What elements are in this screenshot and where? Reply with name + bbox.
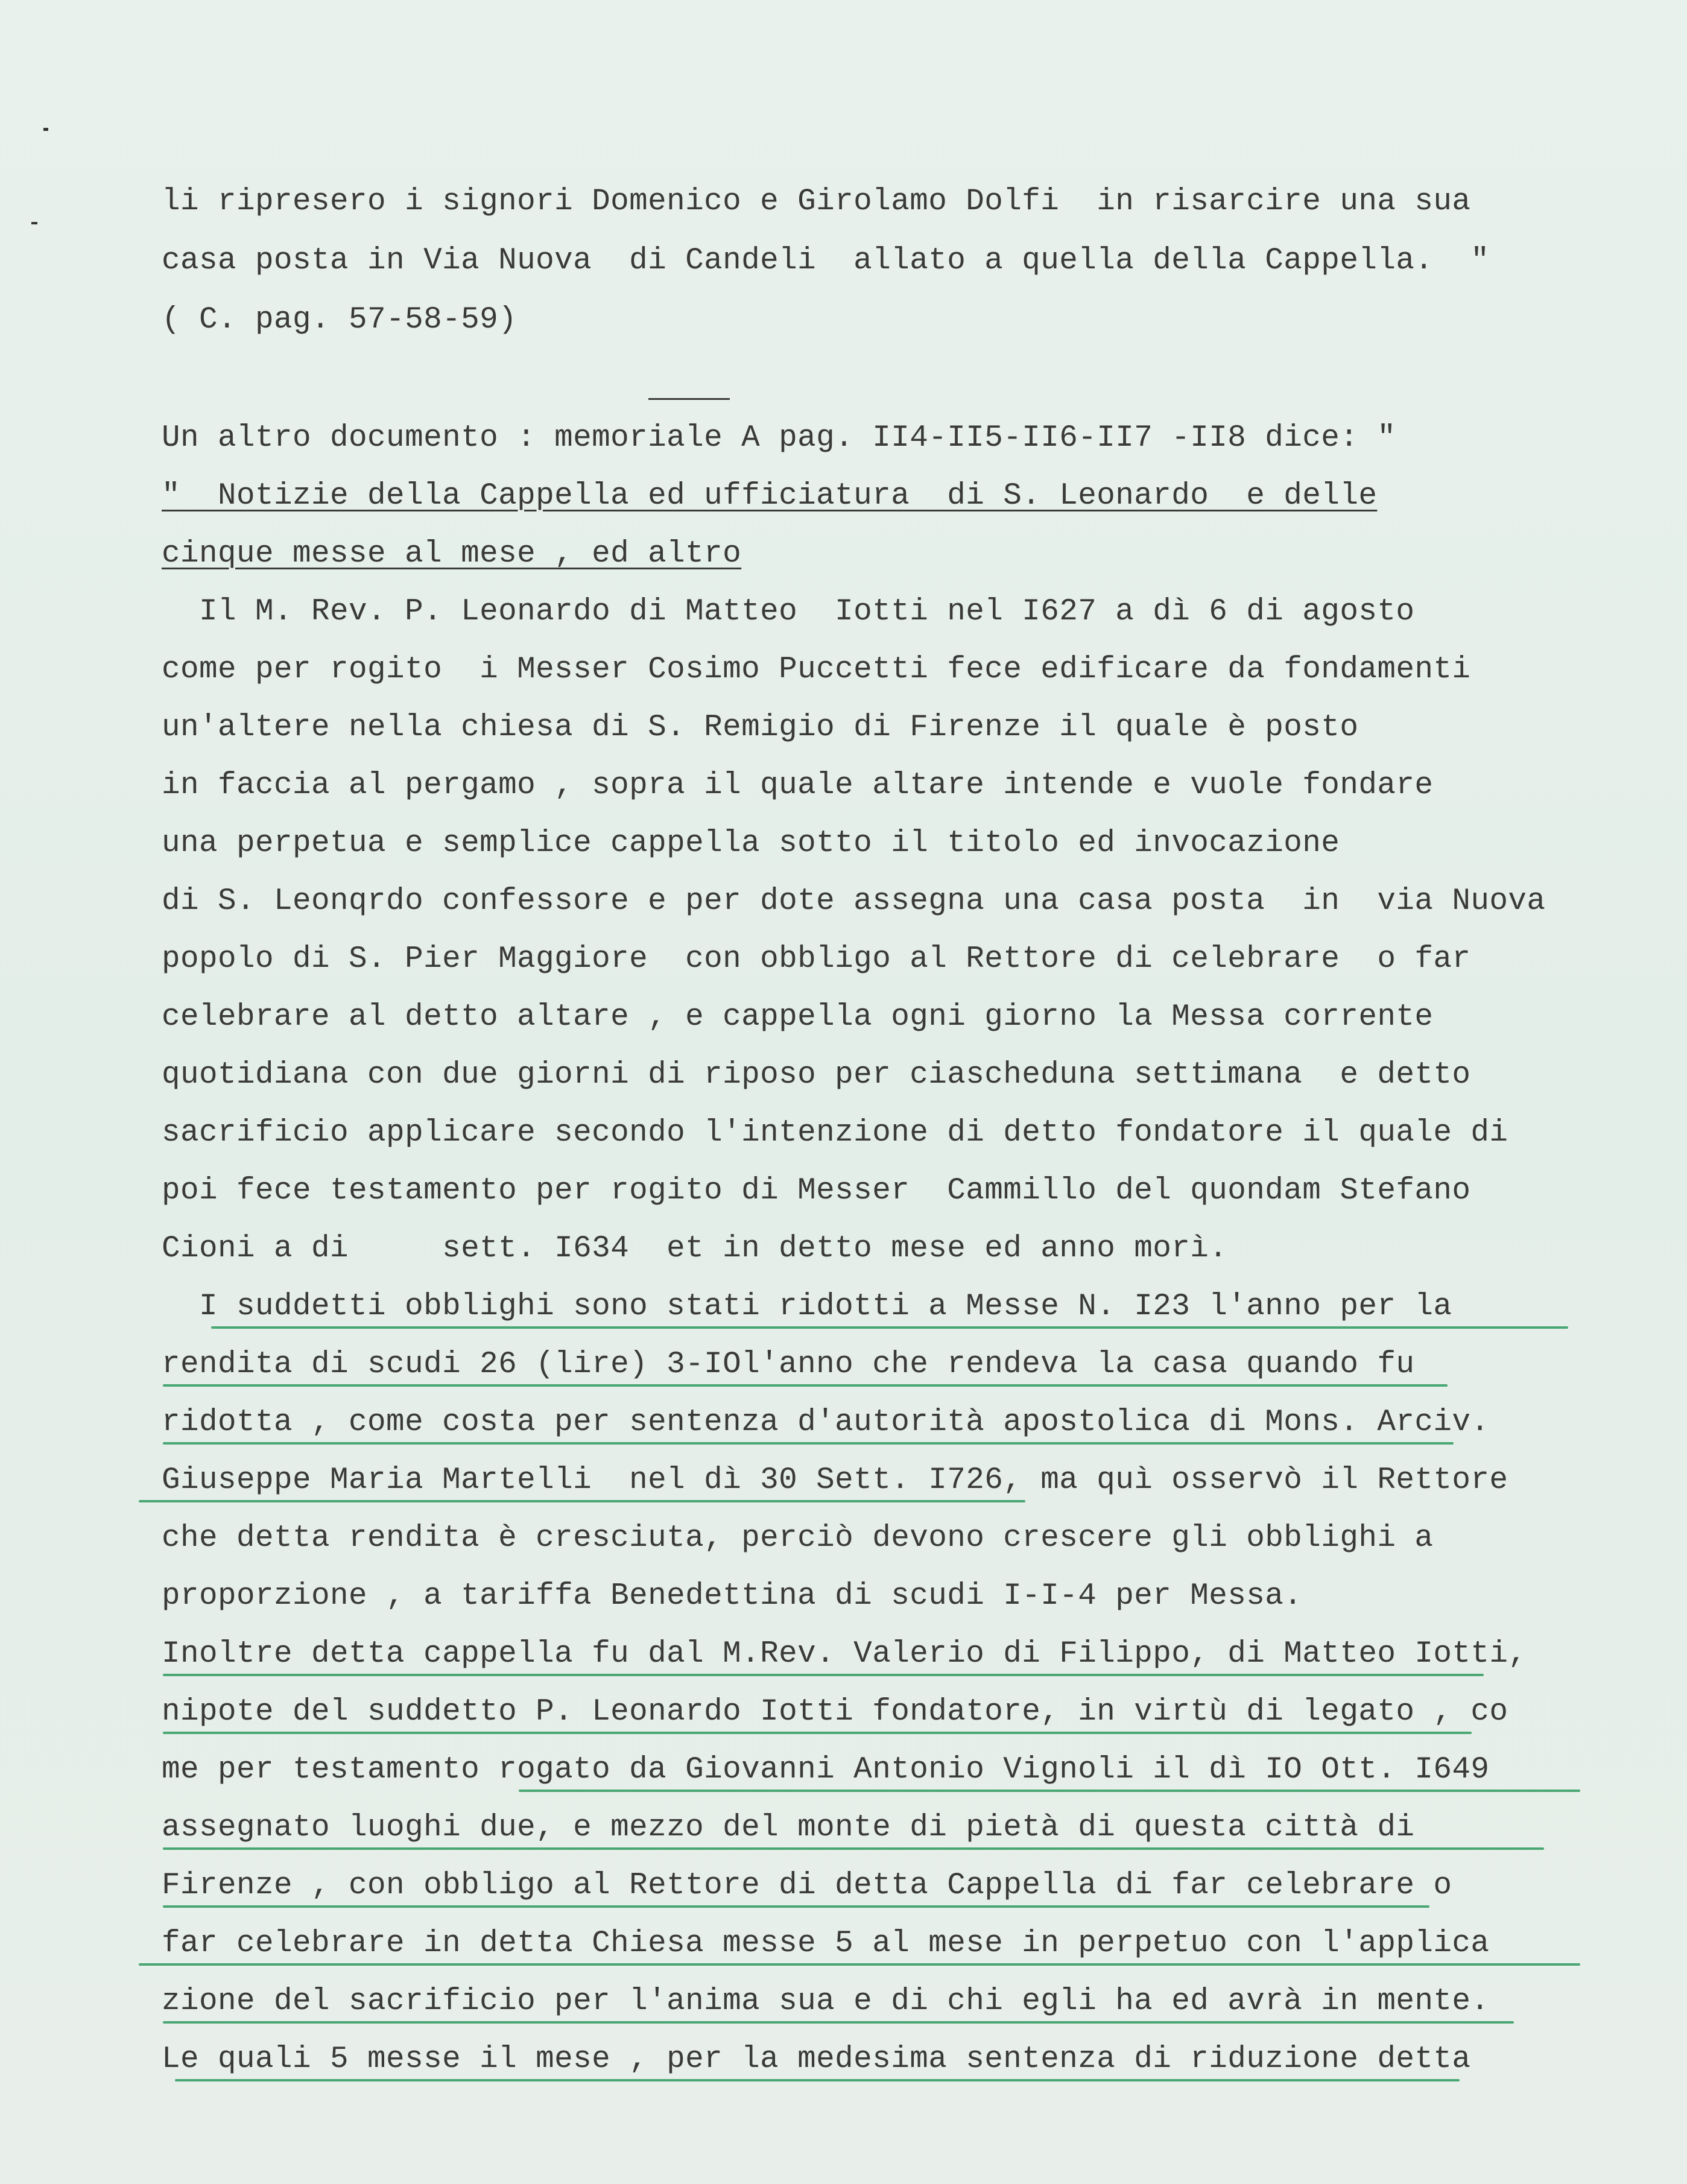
green-underline — [163, 1674, 1484, 1676]
text-line: popolo di S. Pier Maggiore con obbligo al Rettore di celebrare o far — [162, 942, 1471, 976]
text-line: Il M. Rev. P. Leonardo di Matteo Iotti nel I627 a dì 6 di agosto — [162, 595, 1415, 629]
text-line: Un altro documento : memoriale A pag. II4-II5-II6-II7 -II8 dice: " — [162, 421, 1396, 455]
text-line: proporzione , a tariffa Benedettina di scudi I-I-4 per Messa. — [162, 1579, 1303, 1613]
text-line: nipote del suddetto P. Leonardo Iotti fondatore, in virtù di legato , co — [162, 1695, 1508, 1729]
text-line: casa posta in Via Nuova di Candeli allato a quella della Cappella. " — [162, 244, 1490, 278]
text-line: come per rogito i Messer Cosimo Puccetti fece edificare da fondamenti — [162, 653, 1471, 687]
text-line: zione del sacrificio per l'anima sua e di chi egli ha ed avrà in mente. — [162, 1984, 1490, 2019]
text-line: Cioni a di sett. I634 et in detto mese ed anno morì. — [162, 1232, 1228, 1266]
text-line: ( C. pag. 57-58-59) — [162, 303, 517, 337]
text-line: Firenze , con obbligo al Rettore di detta Cappella di far celebrare o — [162, 1869, 1452, 1903]
text-line: quotidiana con due giorni di riposo per ciascheduna settimana e detto — [162, 1058, 1471, 1092]
green-underline — [163, 2021, 1514, 2024]
text-line: Giuseppe Maria Martelli nel dì 30 Sett. I726, ma quì osservò il Rettore — [162, 1463, 1508, 1498]
green-underline — [211, 1326, 1568, 1329]
green-underline — [139, 1500, 1025, 1502]
green-underline — [163, 1384, 1448, 1387]
text-line: far celebrare in detta Chiesa messe 5 al mese in perpetuo con l'applica — [162, 1926, 1490, 1961]
text-line-heading: cinque messe al mese , ed altro — [162, 537, 742, 571]
text-line: sacrificio applicare secondo l'intenzione di detto fondatore il quale di — [162, 1116, 1508, 1150]
text-line: Le quali 5 messe il mese , per la medesima sentenza di riduzione detta — [162, 2042, 1471, 2077]
text-line: ridotta , come costa per sentenza d'autorità apostolica di Mons. Arciv. — [162, 1405, 1490, 1440]
text-line: li ripresero i signori Domenico e Girolamo Dolfi in risarcire una sua — [162, 185, 1471, 219]
text-line: rendita di scudi 26 (lire) 3-IOl'anno che rendeva la casa quando fu — [162, 1347, 1415, 1382]
green-underline — [163, 1442, 1454, 1445]
text-line: I suddetti obblighi sono stati ridotti a Messe N. I23 l'anno per la — [162, 1290, 1452, 1324]
margin-speck — [43, 128, 48, 131]
text-line-heading: " Notizie della Cappella ed ufficiatura di S. Leonardo e delle — [162, 479, 1378, 513]
text-line: celebrare al detto altare , e cappella ogni giorno la Messa corrente — [162, 1000, 1434, 1034]
text-line: di S. Leonqrdo confessore e per dote assegna una casa posta in via Nuova — [162, 884, 1546, 919]
text-line: assegnato luoghi due, e mezzo del monte di pietà di questa città di — [162, 1811, 1415, 1845]
margin-speck — [31, 222, 37, 224]
section-divider — [648, 398, 730, 400]
green-underline — [163, 1847, 1544, 1850]
green-underline — [519, 1790, 1580, 1792]
text-line: Inoltre detta cappella fu dal M.Rev. Valerio di Filippo, di Matteo Iotti, — [162, 1637, 1527, 1671]
text-line: in faccia al pergamo , sopra il quale altare intende e vuole fondare — [162, 768, 1434, 803]
text-line: una perpetua e semplice cappella sotto il titolo ed invocazione — [162, 826, 1340, 861]
green-underline — [163, 1905, 1429, 1908]
green-underline — [163, 1732, 1472, 1734]
text-line: che detta rendita è cresciuta, perciò devono crescere gli obblighi a — [162, 1521, 1434, 1556]
text-line: un'altere nella chiesa di S. Remigio di Firenze il quale è posto — [162, 711, 1359, 745]
green-underline — [175, 2079, 1460, 2081]
text-line: me per testamento rogato da Giovanni Antonio Vignoli il dì IO Ott. I649 — [162, 1753, 1490, 1787]
text-line: poi fece testamento per rogito di Messer Cammillo del quondam Stefano — [162, 1174, 1471, 1208]
green-underline — [139, 1963, 1580, 1966]
